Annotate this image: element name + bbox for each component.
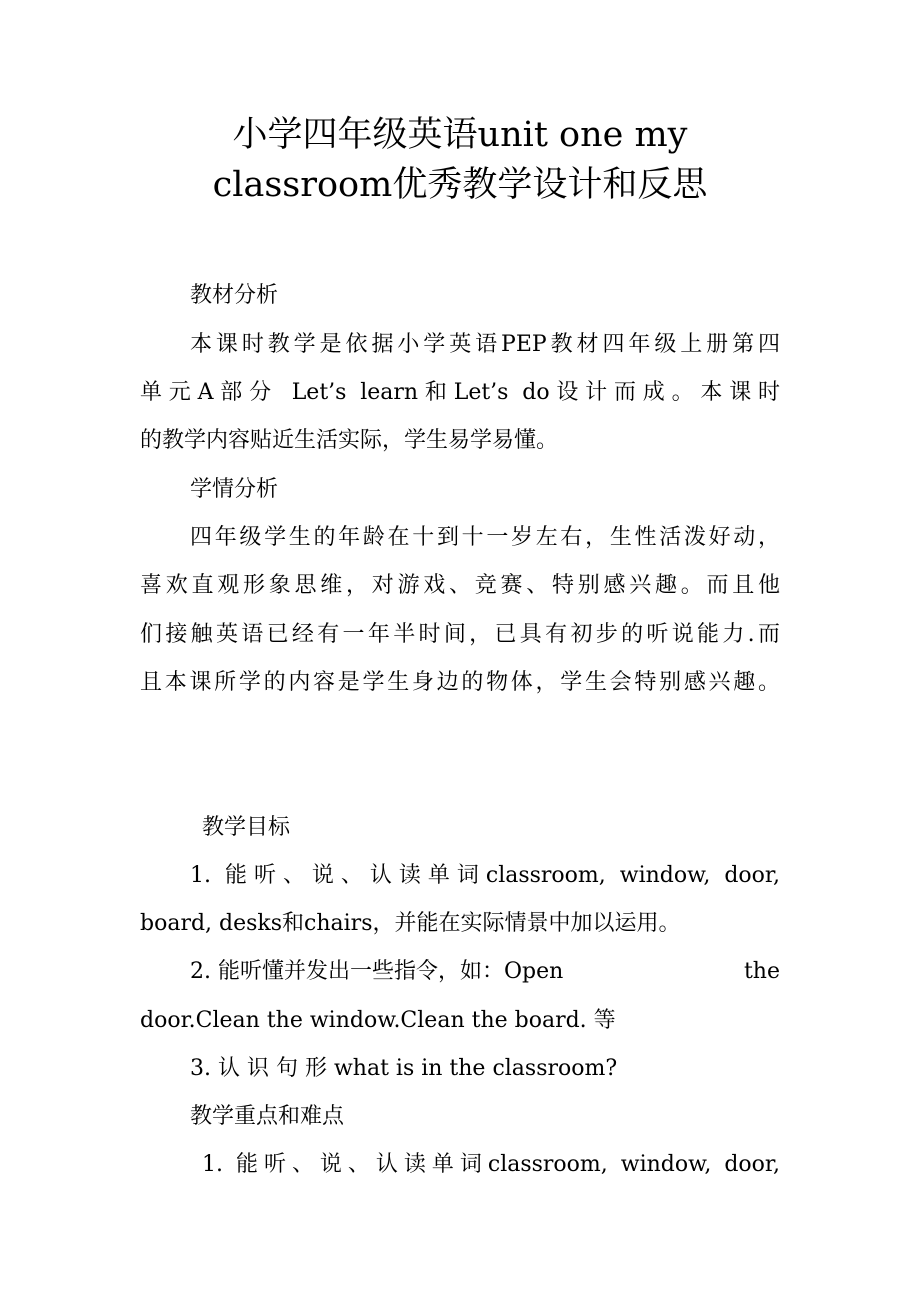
goal-item-2-right: the [743, 959, 780, 984]
goal-item-3: 3. 认 识 句 形 what is in the classroom? [190, 1056, 618, 1081]
goal-item-2-left: 2. 能听懂并发出一些指令，如：Open [190, 959, 564, 984]
key-item-1-line-1: 1. 能听、说、认读单词classroom, window, door, [202, 1152, 780, 1177]
section-heading-student-analysis: 学情分析 [190, 477, 279, 502]
paragraph-line: 的教学内容贴近生活实际，学生易学易懂。 [140, 428, 559, 453]
paragraph-line: 且本课所学的内容是学生身边的物体，学生会特别感兴趣。 [140, 670, 780, 695]
paragraph-line: 本课时教学是依据小学英语PEP教材四年级上册第四 [190, 332, 780, 357]
section-heading-teaching-goals: 教学目标 [202, 815, 291, 840]
paragraph-line: 们接触英语已经有一年半时间，已具有初步的听说能力.而 [140, 622, 780, 647]
section-heading-key-points: 教学重点和难点 [190, 1104, 345, 1129]
section-heading-material-analysis: 教材分析 [190, 283, 279, 308]
paragraph-line: 单元A部分 Let’s learn和Let’s do设计而成。本课时 [140, 380, 780, 405]
goal-item-1-line-1: 1. 能听、说、认读单词classroom, window, door, [190, 863, 780, 888]
document-title-line-2: classroom优秀教学设计和反思 [212, 165, 708, 205]
goal-item-2-line-2: door.Clean the window.Clean the board. 等 [140, 1008, 616, 1033]
goal-item-1-line-2: board, desks和chairs，并能在实际情景中加以运用。 [140, 911, 681, 936]
document-title-line-1: 小学四年级英语unit one my [232, 115, 688, 155]
goal-item-2-line-1 [190, 957, 780, 987]
paragraph-line: 喜欢直观形象思维，对游戏、竞赛、特别感兴趣。而且他 [140, 573, 780, 598]
paragraph-line: 四年级学生的年龄在十到十一岁左右，生性活泼好动， [190, 525, 780, 550]
